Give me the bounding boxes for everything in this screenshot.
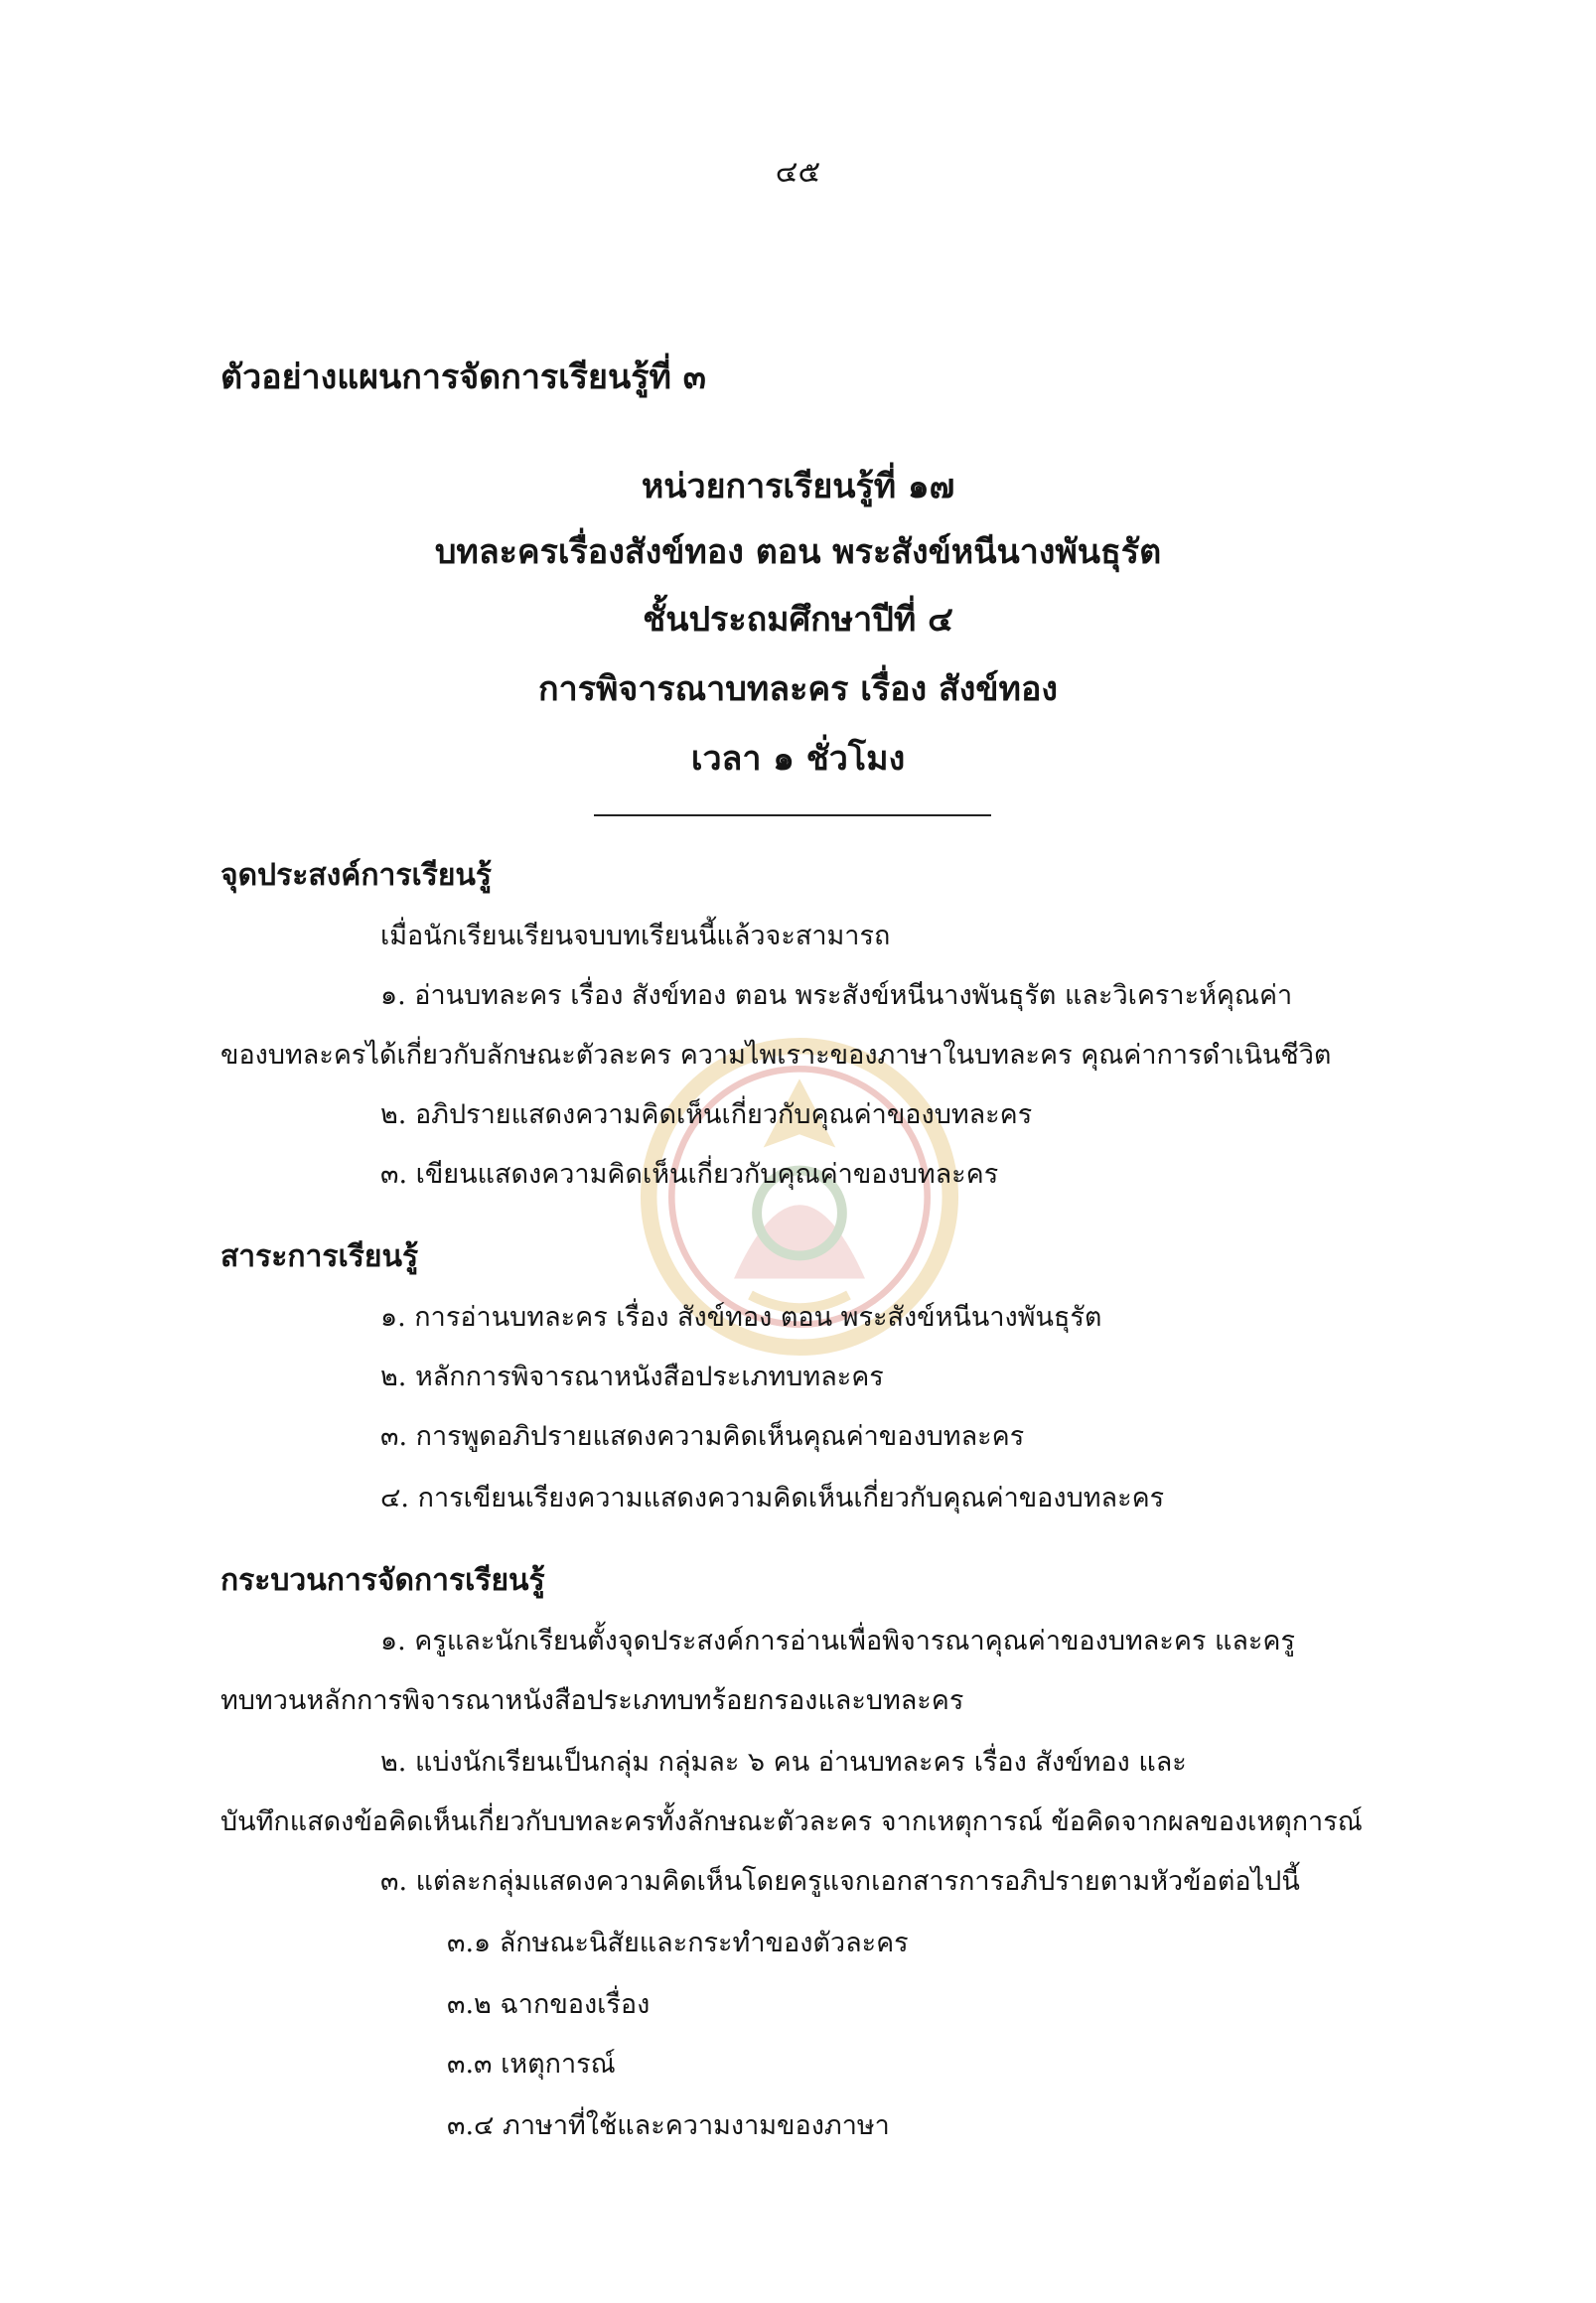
process-heading: กระบวนการจัดการเรียนรู้	[220, 1563, 545, 1598]
process-step-2-line-1: ๒. แบ่งนักเรียนเป็นกลุ่ม กลุ่มละ ๖ คน อ่านบทละคร เรื่อง สังข์ทอง และ	[380, 1747, 1187, 1778]
process-sub-item-3: ๓.๓ เหตุการณ์	[447, 2049, 616, 2080]
content-item-4: ๔. การเขียนเรียงความแสดงความคิดเห็นเกี่ยวกับคุณค่าของบทละคร	[380, 1483, 1165, 1513]
topic-heading: การพิจารณาบทละคร เรื่อง สังข์ทอง	[538, 669, 1058, 709]
duration-heading: เวลา ๑ ชั่วโมง	[690, 739, 906, 779]
grade-heading: ชั้นประถมศึกษาปีที่ ๔	[643, 600, 953, 640]
page-number: ๔๕	[775, 155, 821, 190]
process-step-3: ๓. แต่ละกลุ่มแสดงความคิดเห็นโดยครูแจกเอกสารการอภิปรายตามหัวข้อต่อไปนี้	[380, 1866, 1300, 1897]
process-step-2-line-2: บันทึกแสดงข้อคิดเห็นเกี่ยวกับบทละครทั้งลักษณะตัวละคร จากเหตุการณ์ ข้อคิดจากผลของเหตุการณ์	[220, 1806, 1363, 1837]
process-step-1-line-1: ๑. ครูและนักเรียนตั้งจุดประสงค์การอ่านเพื่อพิจารณาคุณค่าของบทละคร และครู	[380, 1626, 1295, 1656]
content-heading: สาระการเรียนรู้	[220, 1239, 419, 1274]
play-title-heading: บทละครเรื่องสังข์ทอง ตอน พระสังข์หนีนางพันธุรัต	[434, 532, 1162, 572]
objective-item-2: ๒. อภิปรายแสดงความคิดเห็นเกี่ยวกับคุณค่าของบทละคร	[380, 1099, 1033, 1130]
content-item-2: ๒. หลักการพิจารณาหนังสือประเภทบทละคร	[380, 1362, 884, 1392]
objectives-heading: จุดประสงค์การเรียนรู้	[220, 858, 493, 893]
objective-item-1-line-1: ๑. อ่านบทละคร เรื่อง สังข์ทอง ตอน พระสังข์หนีนางพันธุรัต และวิเคราะห์คุณค่า	[380, 980, 1293, 1011]
content-item-1: ๑. การอ่านบทละคร เรื่อง สังข์ทอง ตอน พระสังข์หนีนางพันธุรัต	[380, 1302, 1102, 1333]
document-title: ตัวอย่างแผนการจัดการเรียนรู้ที่ ๓	[220, 358, 706, 397]
objective-item-1-line-2: ของบทละครได้เกี่ยวกับลักษณะตัวละคร ความไพเราะของภาษาในบทละคร คุณค่าการดำเนินชีวิต	[220, 1040, 1332, 1071]
process-sub-item-4: ๓.๔ ภาษาที่ใช้และความงามของภาษา	[447, 2110, 890, 2141]
process-step-1-line-2: ทบทวนหลักการพิจารณาหนังสือประเภทบทร้อยกรองและบทละคร	[220, 1685, 964, 1716]
content-item-3: ๓. การพูดอภิปรายแสดงความคิดเห็นคุณค่าของบทละคร	[380, 1421, 1025, 1452]
objectives-intro: เมื่อนักเรียนเรียนจบบทเรียนนี้แล้วจะสามารถ	[380, 921, 891, 951]
objective-item-3: ๓. เขียนแสดงความคิดเห็นเกี่ยวกับคุณค่าของบทละคร	[380, 1159, 999, 1190]
heading-divider	[594, 814, 991, 816]
process-sub-item-1: ๓.๑ ลักษณะนิสัยและกระทำของตัวละคร	[447, 1928, 909, 1958]
unit-heading: หน่วยการเรียนรู้ที่ ๑๗	[641, 467, 955, 506]
process-sub-item-2: ๓.๒ ฉากของเรื่อง	[447, 1989, 651, 2020]
